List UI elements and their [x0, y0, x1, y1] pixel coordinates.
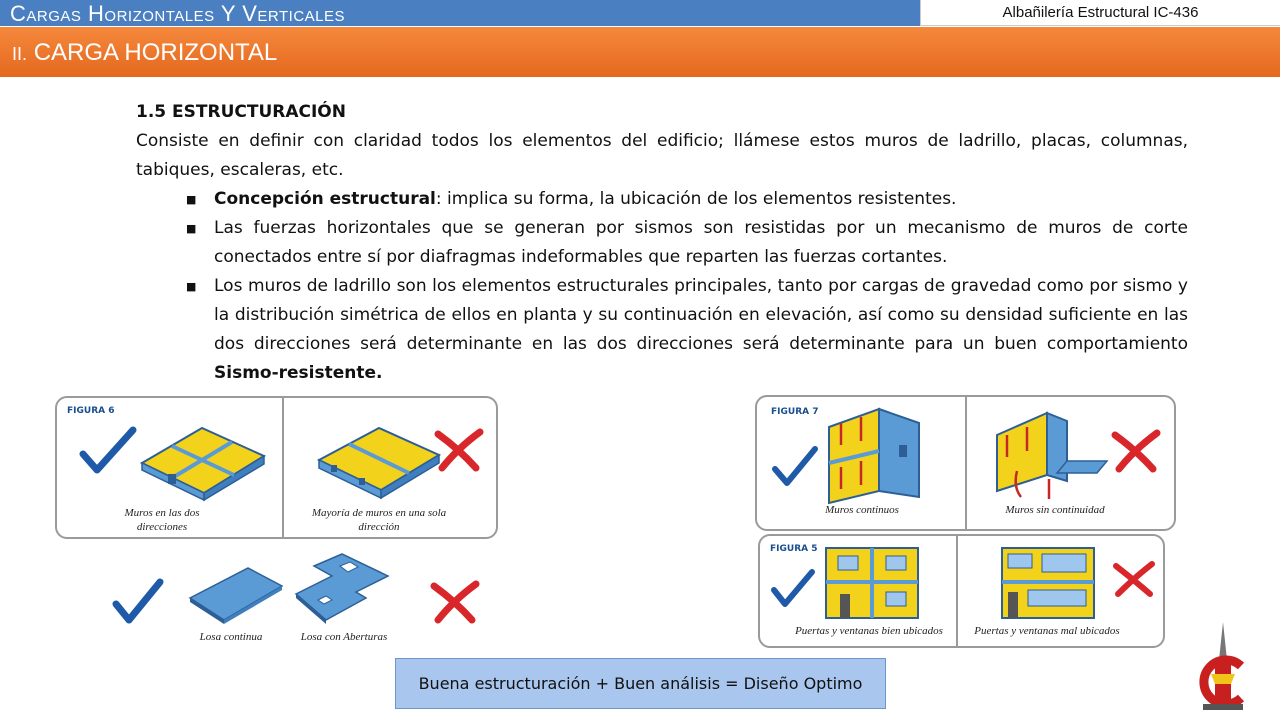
bullet-item — [186, 185, 1188, 214]
bullet-bold: Sismo-resistente. — [214, 363, 383, 383]
figure-label: FIGURA 7 — [771, 407, 819, 417]
well-placed-openings-facade-icon — [822, 544, 922, 620]
check-icon — [771, 445, 819, 489]
slab-with-openings-icon — [292, 552, 392, 626]
panel-divider — [282, 398, 284, 537]
slide-title: Cargas Horizontales Y Verticales — [10, 1, 346, 26]
bullet-item — [186, 272, 1188, 388]
figure-7-panel — [755, 395, 1176, 531]
bullet-item — [186, 214, 1188, 272]
cross-icon — [1109, 429, 1163, 475]
building-walls-one-direction-icon — [309, 410, 449, 500]
panel-divider — [956, 536, 958, 646]
bullet-bold: Concepción estructural — [214, 189, 436, 209]
main-content — [136, 98, 1188, 388]
figure-6-panel — [55, 396, 498, 539]
content-heading: 1.5 ESTRUCTURACIÓN — [136, 102, 346, 122]
discontinuous-walls-building-icon — [987, 405, 1127, 505]
figure-label: FIGURA 5 — [770, 544, 818, 554]
continuous-walls-building-icon — [819, 405, 934, 505]
continuous-slab-icon — [186, 564, 286, 628]
figure-5-panel — [758, 534, 1165, 648]
figure-caption: Puertas y ventanas mal ubicados — [974, 625, 1120, 637]
bullet-text: : implica su forma, la ubicación de los elementos resistentes. — [435, 189, 957, 209]
course-label: Albañilería Estructural IC-436 — [920, 0, 1280, 26]
bullet-list — [186, 185, 1188, 388]
figure-caption: Muros continuos — [825, 504, 899, 516]
section-title — [12, 39, 277, 67]
cross-icon — [432, 428, 487, 473]
figure-label: FIGURA 6 — [67, 406, 115, 416]
bullet-text: Las fuerzas horizontales que se generan por sismos son resistidas por un mecanismo de muros de corte conectados entre sí por diafragmas indeformables que reparten las fuerzas cortantes. — [214, 218, 1188, 267]
slab-caption: Losa con Aberturas — [300, 631, 388, 643]
figure-caption: Muros en las dos direcciones — [124, 507, 200, 533]
section-title-text: CARGA HORIZONTAL — [33, 39, 278, 66]
poorly-placed-openings-facade-icon — [998, 544, 1098, 620]
check-icon — [112, 578, 164, 626]
bullet-text: Los muros de ladrillo son los elementos estructurales principales, tanto por cargas de gravedad como por sismo y la distribución simétrica de ellos en planta y su continuación en elevación, así como su densidad suficiente en las dos direcciones será determinante en las dos direcciones será determinante para un buen comportamiento — [214, 276, 1188, 354]
cross-icon — [428, 580, 482, 626]
section-number: II. — [12, 44, 28, 64]
figure-caption: Puertas y ventanas bien ubicados — [795, 625, 943, 637]
university-logo-icon — [1193, 620, 1253, 712]
slab-caption: Losa continua — [199, 631, 263, 643]
figure-caption: Muros sin continuidad — [1005, 504, 1105, 516]
check-icon — [79, 426, 137, 476]
building-walls-two-directions-icon — [132, 408, 272, 503]
check-icon — [770, 568, 816, 610]
intro-paragraph: Consiste en definir con claridad todos los elementos del edificio; llámese estos muros de ladrillo, placas, columnas, tabiques, escaleras, etc. — [136, 131, 1188, 180]
section-bar — [0, 26, 1280, 77]
panel-divider — [965, 397, 967, 529]
cross-icon — [1110, 560, 1158, 600]
figure-caption: Mayoría de muros en una sola dirección — [311, 507, 447, 533]
summary-box: Buena estructuración + Buen análisis = Diseño Optimo — [395, 658, 886, 709]
